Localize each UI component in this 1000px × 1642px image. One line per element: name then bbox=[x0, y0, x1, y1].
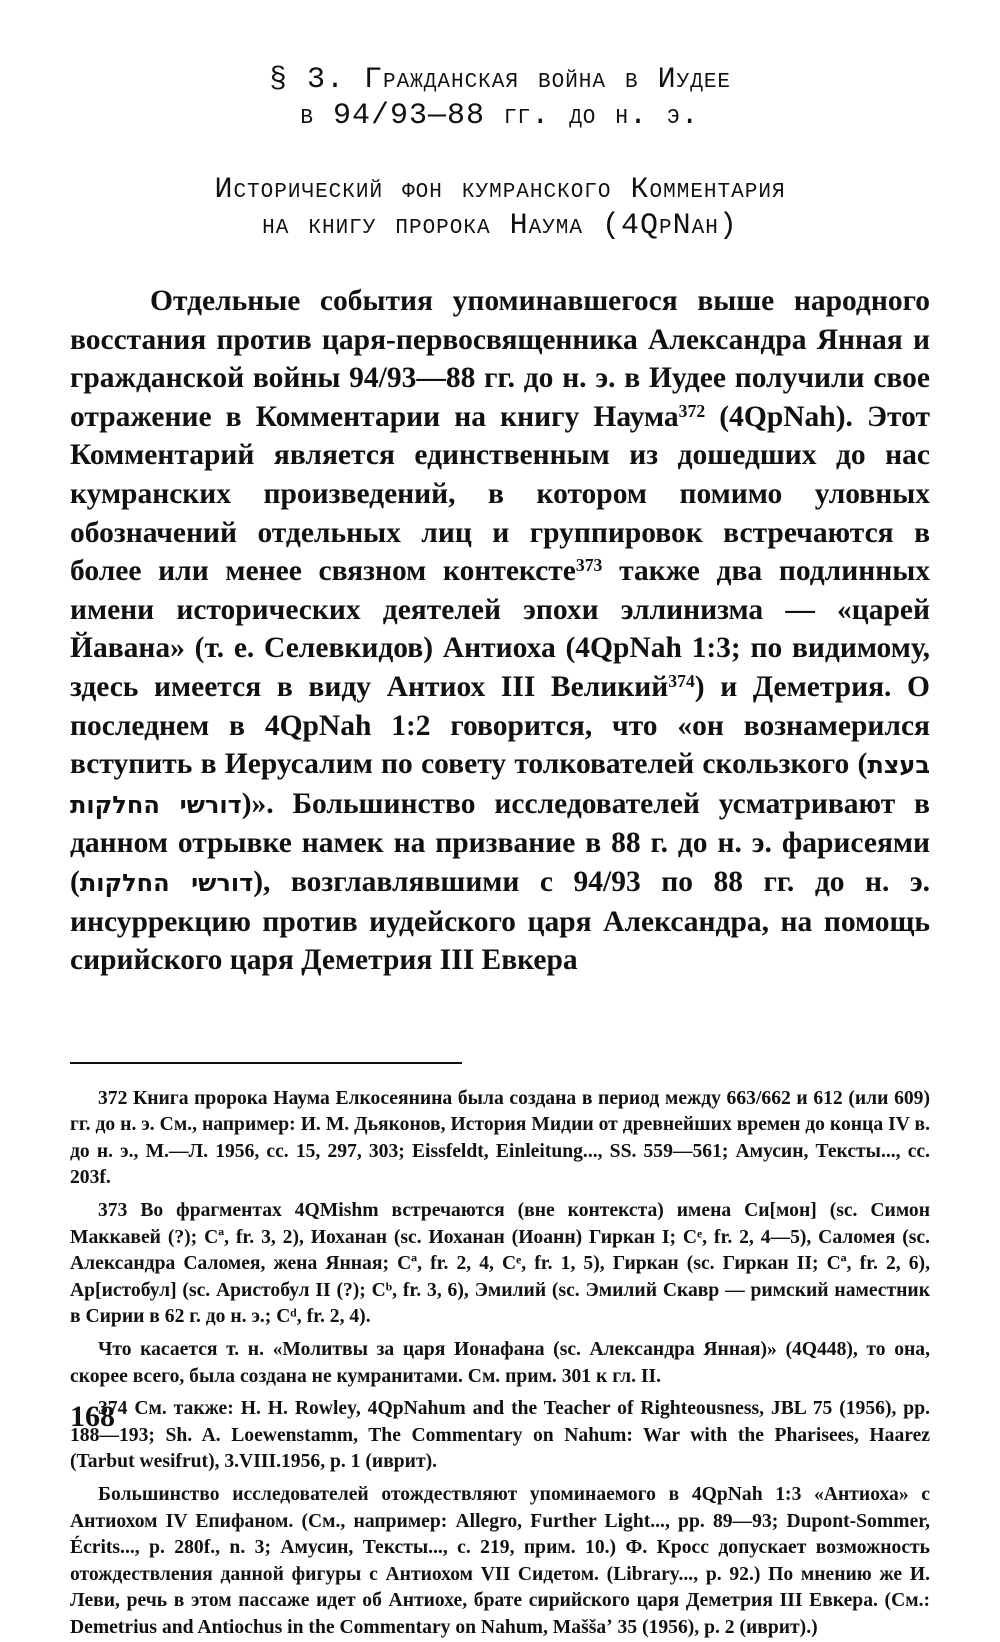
footnote-372: 372 Книга пророка Наума Елкосеянина была создана в период между 663/662 и 612 (или 609) гг. до н. э. См., например: И. М. Дьяконов, История Мидии от древнейших времен до конца IV в. до н. э., М.—Л. 1956, сс. 15, 297, 303; Eissfeldt, Einleitung..., SS. 559—561; Амусин, Тексты..., сс. 203f. bbox=[70, 1087, 930, 1189]
footnote-374: 374 См. также: H. H. Rowley, 4QpNahum and the Teacher of Righteousness, JBL 75 (1956), pp. 188—193; Sh. A. Loewenstamm, The Commentary on Nahum: War with the Pharisees, Haarez (Tarbut wesifrut), 3.VIII.1956, p. 1 (иврит). bbox=[70, 1398, 930, 1473]
paragraph-part-3: также два подлинных имени исторических деятелей эпохи эллинизма — «царей Йавана» (т. е. Селевкидов) Антиоха (4QpNah 1:3; по видимому, здесь имеется в виду Антиох III Великий bbox=[70, 555, 930, 703]
hebrew-phrase-2: דורשי החלקות bbox=[79, 868, 254, 897]
footnote-ref-374[interactable]: 374 bbox=[668, 671, 695, 692]
footnote-ref-373[interactable]: 373 bbox=[575, 555, 603, 576]
footnote-373-continued: Что касается т. н. «Молитвы за царя Ионафана (sc. Александра Янная)» (4Q448), то она, скорее всего, была создана не кумранитами. См. прим. 301 к гл. II. bbox=[70, 1339, 930, 1387]
footnote-373: 373 Во фрагментах 4QMishm встречаются (вне контекста) имена Си[мон] (sc. Симон Маккавей (?); Cª, fr. 3, 2), Иоханан (sc. Иоханан (Иоанн) Гиркан I; Cᵉ, fr. 2, 4—5), Саломея (sc. Александра Саломея, жена Янная; Cª, fr. 2, 4, Cᵉ, fr. 1, 5), Гиркан (sc. Гиркан II; Cª, fr. 2, 6), Ар[истобул] (sc. Аристобул II (?); Cᵇ, fr. 3, 6), Эмилий (sc. Эмилий Скавр — римский наместник в Сирии в 62 г. до н. э.; Cᵈ, fr. 2, 4). bbox=[70, 1200, 930, 1328]
subtitle-line2: на книгу пророка Наума (4QpNah) bbox=[262, 209, 738, 243]
paragraph-part-1: Отдельные события упоминавшегося выше народного восстания против царя-первосвященника Александра Янная и гражданской войны 94/93—88 гг. до н. э. в Иудее получили свое отражение в Комментарии на книгу Наума bbox=[70, 285, 930, 433]
paragraph-part-2: (4QpNah). Этот Комментарий является единственным из дошедших до нас кумранских произведений, в котором помимо уловных обозначений отдельных лиц и группировок встречаются в более или менее связном контексте bbox=[70, 400, 930, 588]
section-title bbox=[70, 0, 930, 134]
section-title-line1: § 3. Гражданская война в Иудее bbox=[268, 63, 732, 97]
paragraph-part-5: )». Большинство исследователей усматривают в данном отрывке намек на призвание в 88 г. до н. э. фарисеями ( bbox=[70, 787, 930, 898]
footnote-ref-372[interactable]: 372 bbox=[678, 400, 706, 421]
footnote-divider bbox=[70, 1062, 462, 1064]
footnote-374-continued: Большинство исследователей отождествляют упоминаемого в 4QpNah 1:3 «Антиоха» с Антиохом IV Епифаном. (См., например: Allegro, Further Light..., pp. 89—93; Dupont-Sommer, Écrits..., p. 280f., n. 3; Амусин, Тексты..., с. 219, прим. 10.) Ф. Кросс допускает возможность отождествления данной фигуры с Антиохом VII Сидетом. (Library..., p. 92.) По мнению же И. Леви, речь в этом пассаже идет об Антиохе, брате сирийского царя Деметрия III Евкера. (См.: Demetrius and Antiochus in the Commentary on Nahum, Maššaʼ 35 (1956), p. 2 (иврит).) bbox=[70, 1484, 930, 1638]
hebrew-phrase-1: בעצת דורשי החלקות bbox=[70, 751, 930, 819]
paragraph-part-6: ), возглавлявшими с 94/93 по 88 гг. до н. э. инсуррекцию против иудейского царя Александра, на помощь сирийского царя Деметрия III Евкера bbox=[70, 865, 930, 977]
subtitle bbox=[70, 172, 930, 244]
subtitle-line1: Исторический фон кумранского Комментария bbox=[214, 173, 786, 207]
section-title-line2: в 94/93—88 гг. до н. э. bbox=[300, 99, 700, 133]
main-paragraph bbox=[70, 282, 930, 980]
page-number: 168 bbox=[70, 1400, 115, 1433]
paragraph-part-4: ) и Деметрия. О последнем в 4QpNah 1:2 говорится, что «он вознамерился вступить в Иерусалим по совету толкователей скользкого ( bbox=[70, 670, 930, 781]
